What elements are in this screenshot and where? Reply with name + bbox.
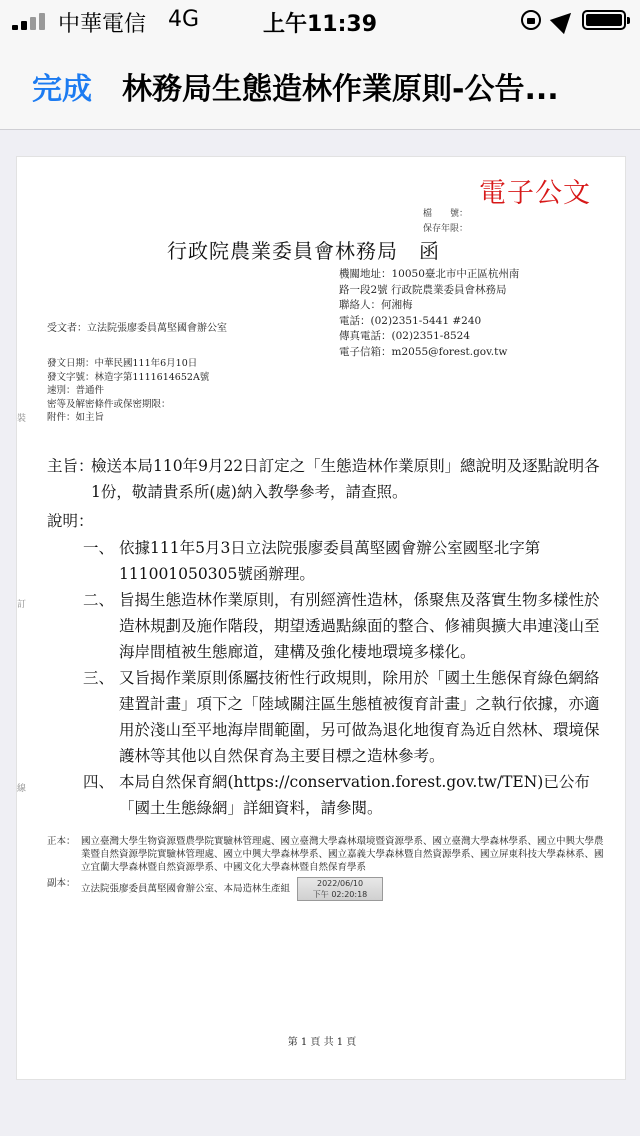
done-button[interactable]: 完成	[32, 64, 92, 108]
contact-person: 聯絡人：何湘梅	[339, 299, 413, 311]
description-item	[83, 665, 609, 769]
distribution-block	[47, 835, 607, 904]
binding-mark-3: 線	[17, 784, 27, 794]
file-number-block	[423, 207, 468, 237]
speed: 速別：普通件	[47, 385, 105, 396]
description-items	[83, 535, 609, 821]
description-item	[83, 587, 609, 665]
copy-recipients	[47, 877, 607, 901]
item-number: 二、	[83, 591, 115, 609]
subject-label: 主旨：	[47, 457, 94, 475]
meta-block	[47, 357, 209, 425]
electronic-document-stamp: 電子公文	[479, 178, 591, 209]
navigation-bar	[0, 40, 640, 130]
contact-phone: 電話：(02)2351-5441 #240	[339, 314, 482, 327]
subject-text: 檢送本局110年9月22日訂定之「生態造林作業原則」總說明及逐點說明各1份，敬請貴系所(處)納入教學參考，請查照。	[91, 457, 600, 501]
retention-label: 保存年限：	[423, 224, 469, 234]
status-bar	[0, 0, 640, 40]
recipient: 受文者：立法院張廖委員萬堅國會辦公室	[47, 323, 227, 334]
timestamp-date: 2022/06/10	[316, 879, 364, 888]
item-number: 一、	[83, 539, 115, 557]
item-number: 三、	[83, 669, 115, 687]
description-item	[83, 535, 609, 587]
issue-number: 發文字號：林造字第1111614652A號	[47, 371, 210, 383]
agency-heading: 行政院農業委員會林務局 函	[167, 239, 440, 263]
contact-fax: 傳真電話：(02)2351-8524	[339, 330, 471, 342]
carrier-name: 中華電信	[58, 12, 147, 37]
issue-date: 發文日期：中華民國111年6月10日	[47, 358, 198, 369]
contact-address-2: 路一段2號 行政院農業委員會林務局	[339, 283, 507, 296]
status-time: 上午11:39	[262, 12, 378, 37]
contact-address-1: 機關地址：10050臺北市中正區杭州南	[339, 268, 520, 280]
contact-block	[339, 267, 519, 360]
attachment: 附件：如主旨	[47, 412, 105, 423]
contact-email: 電子信箱：m2055@forest.gov.tw	[339, 345, 508, 358]
original-recipients	[47, 835, 607, 874]
subject-section	[47, 453, 607, 505]
item-number: 四、	[83, 773, 115, 791]
description-item	[83, 769, 609, 821]
copy-text: 立法院張廖委員萬堅國會辦公室、本局造林生產組	[81, 883, 291, 895]
item-text: 旨揭生態造林作業原則，有別經濟性造林，係聚焦及落實生物多樣性於造林規劃及施作階段，期望透過點線面的整合、修補與擴大串連淺山至海岸間植被生態廊道，建構及強化棲地環境多樣化。	[119, 591, 600, 661]
description-label: 說明：	[47, 512, 94, 530]
page-number: 第 1 頁 共 1 頁	[287, 1037, 357, 1048]
battery-icon	[582, 10, 626, 30]
item-text: 依據111年5月3日立法院張廖委員萬堅國會辦公室國堅北字第111001050305號函辦理。	[119, 539, 541, 583]
item-text: 本局自然保育網(https://conservation.forest.gov.tw/TEN)已公布「國土生態綠網」詳細資料，請參閱。	[119, 773, 590, 817]
binding-mark-2: 訂	[17, 600, 27, 610]
item-text: 又旨揭作業原則係屬技術性行政規則，除用於「國土生態保育綠色網絡建置計畫」項下之「陸域關注區生態植被復育計畫」之執行依據，亦適用於淺山至平地海岸間範圍，另可做為退化地復育為近自然林、環境保護林等其他以自然保育為主要目標之造林參考。	[119, 669, 600, 765]
original-label: 正本：	[47, 836, 76, 847]
original-text: 國立臺灣大學生物資源暨農學院實驗林管理處、國立臺灣大學森林環境暨資源學系、國立臺灣大學森林學系、國立中興大學農業暨自然資源學院實驗林管理處、國立中興大學森林學系、國立嘉義大學森林暨自然資源學系、國立屏東科技大學森林系、國立宜蘭大學森林暨自然資源學系、中國文化大學森林暨自然保育學系	[81, 836, 604, 873]
timestamp-stamp	[297, 877, 383, 901]
timestamp-time: 下午 02:20:18	[312, 890, 368, 899]
copy-label: 副本：	[47, 878, 76, 889]
file-number-label: 檔 號：	[423, 209, 469, 219]
network-type: 4G	[168, 7, 200, 32]
secrecy: 密等及解密條件或保密期限：	[47, 398, 171, 410]
document-title: 林務局生態造林作業原則-公告...	[122, 72, 559, 107]
rotation-lock-icon	[521, 10, 541, 30]
binding-mark-1: 裝	[17, 414, 27, 424]
document-page[interactable]	[16, 156, 626, 1080]
